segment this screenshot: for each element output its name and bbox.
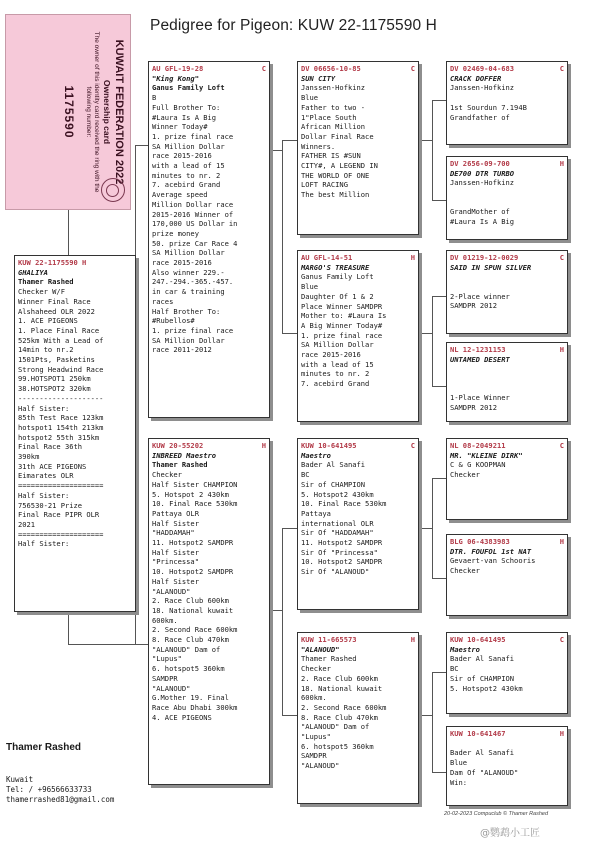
pigeon-name [450,739,564,749]
ring-number [450,635,564,645]
pedigree-box-sire-dam [297,250,419,422]
pedigree-line: #Rubellos# [152,316,195,326]
ring-sex: H [559,729,564,738]
ring-sex: C [559,253,564,262]
ring-number [450,159,564,169]
pedigree-line: 390km [18,452,40,462]
pedigree-line: GrandMother of [450,207,510,217]
ownership-card [5,14,131,210]
pedigree-line: Bader Al Sanafi [450,748,515,758]
ring-id: NL 08-2049211 [450,441,506,450]
ring-number [450,729,564,739]
pedigree-line: 2021 [18,519,36,529]
pedigree-line: 525km With a Lead of [18,335,104,345]
pedigree-line: 38.HOTSPOT2 320km [18,384,91,394]
ring-id: DV 02469-04-683 [450,64,515,73]
pigeon-name: SUN CITY [301,73,336,83]
ring-sex: H [559,537,564,546]
pedigree-line: Pattaya [301,508,331,518]
pedigree-line: 1501Pts, Pasketins [18,355,95,365]
pedigree-box-sss [446,61,568,145]
pedigree-line: SAMDPR 2012 [450,403,497,413]
pedigree-line: Winner Final Race [18,296,91,306]
pedigree-box-sdd [446,342,568,422]
pedigree-box-dam-dam [297,632,419,804]
pedigree-line [450,272,564,282]
pedigree-line: Dollar Final Race [301,131,374,141]
ring-id: AU GFL-14-51 [301,253,353,262]
pigeon-name: SAID IN SPUN SILVER [450,262,532,272]
pedigree-line: race 2015-2016 [301,350,361,360]
pedigree-line: 600km. [301,693,327,703]
pigeon-name: CRACK DOFFER [450,73,502,83]
ring-number [450,345,564,355]
pedigree-line: 10. Final Race 530km [152,499,238,509]
pedigree-line: Mother to: #Laura Is [301,311,387,321]
pigeon-name: "ALANOUD" [301,644,340,654]
ring-id: NL 12-1231153 [450,345,506,354]
pedigree-line: C & G KOOPMAN [450,460,506,470]
pedigree-line: ==================== [18,529,104,539]
pedigree-box-sire-sire [297,61,419,235]
pedigree-line: ==================== [18,481,104,491]
card-federation: KUWAIT FEDERATION 2022 [113,39,125,185]
pedigree-line: Race Abu Dhabi 300km [152,702,238,712]
pedigree-line: 5. Hotspot 2 430km [152,489,229,499]
pedigree-line: Final Race PIPR OLR [18,510,100,520]
pedigree-line: 14min to nr.2 [18,345,74,355]
pedigree-line: race 2015-2016 [152,151,212,161]
card-ring-number: 1175590 [62,85,76,139]
pedigree-line [450,93,564,103]
ring-number [450,253,564,263]
pedigree-line: minutes to nr. 2 [301,369,370,379]
pedigree-line: Sir of CHAMPION [301,479,366,489]
pedigree-line: race 2015-2016 [152,258,212,268]
pedigree-line: CITY#, A LEGEND IN [301,161,378,171]
pedigree-line: 5. Hotspot2 430km [450,683,523,693]
pedigree-line: Alshaheed OLR 2022 [18,306,95,316]
ring-id: AU GFL-19-28 [152,64,204,73]
pedigree-line: SAMDPR [152,673,178,683]
pedigree-box-ssd [446,156,568,240]
ring-id: KUW 22-1175590 H [18,258,87,267]
pedigree-line: 1. prize final race [152,325,234,335]
pedigree-box-dds [446,632,568,714]
pedigree-line: BC [301,470,310,480]
pedigree-line: Half Sister [152,547,199,557]
ring-sex: H [559,345,564,354]
card-note: The owner of this identity card received the ring with the following number: [85,31,100,193]
pedigree-line: 1-Place Winner [450,393,510,403]
pedigree-line: international OLR [301,518,374,528]
owner-tel: Tel: / +96566633733 [6,785,92,794]
pedigree-line: SA Million Dollar [152,335,225,345]
pedigree-line: Father to two - [301,102,366,112]
pedigree-line: minutes to nr. 2 [152,170,221,180]
pedigree-line: race 2011-2012 [152,345,212,355]
pigeon-name: MR. "KLEINE DIRK" [450,450,523,460]
pedigree-line: "ALANOUD" [301,761,340,771]
pigeon-name: Maestro [450,644,480,654]
pedigree-line: races [152,296,174,306]
pedigree-line: "Lupus" [301,732,331,742]
ring-number [450,64,564,74]
pedigree-line: Thamer Rashed [301,654,357,664]
pedigree-line: Half Sister [152,576,199,586]
pedigree-line: Blue [301,282,319,292]
ring-number [301,635,415,645]
pedigree-line: 7. acebird Grand [152,180,221,190]
pedigree-line: G.Mother 19. Final [152,693,229,703]
footer-credit: 20-02-2023 Compuclub © Thamer Rashed [444,811,549,817]
pedigree-line: 2. Second Race 600km [301,702,387,712]
pedigree-line: 170,000 US Dollar in [152,219,238,229]
pedigree-line: BC [450,664,459,674]
pedigree-line: 4. ACE PIGEONS [152,712,212,722]
pedigree-line: #Laura Is A Big [152,112,217,122]
pedigree-line: 2. Race Club 600km [152,596,229,606]
pedigree-line: SA Million Dollar [152,248,225,258]
pedigree-line: 600km. [152,615,178,625]
pedigree-line: 1"Place South [301,112,357,122]
pedigree-line: prize money [152,228,199,238]
ring-number [301,441,415,451]
pedigree-line: B [152,93,157,103]
pedigree-line: Sir Of "Princessa" [301,547,378,557]
pigeon-name: DE700 DTR TURBO [450,168,515,178]
pedigree-line: Also winner 229.- [152,267,225,277]
owner-name: Thamer Rashed [6,742,82,753]
owner-block [6,742,114,805]
pedigree-line: Checker [450,566,480,576]
pedigree-line: with a lead of 15 [301,359,374,369]
pedigree-line: "Princessa" [152,557,199,567]
pedigree-line: THE WORLD OF ONE [301,170,370,180]
pedigree-line: Sir Of "ALANOUD" [301,567,370,577]
ring-number [301,253,415,263]
ring-number [152,64,266,74]
pedigree-line: in car & training [152,287,225,297]
pedigree-line: 99.HOTSPOT1 250km [18,374,91,384]
ring-number [18,258,132,268]
pedigree-line: Blue [450,758,468,768]
pedigree-line: Checker [152,470,182,480]
pedigree-box-dam [148,438,270,785]
pedigree-line: 1. prize final race [152,131,234,141]
ring-id: DV 01219-12-0029 [450,253,519,262]
pedigree-line: African Million [301,122,366,132]
pedigree-line: "ALANOUD" Dam of [152,644,221,654]
pigeon-name: DTR. FOUFOL 1st NAT [450,546,532,556]
pedigree-line: 1st Sourdun 7.194B [450,102,527,112]
pedigree-line: 756530-21 Prize [18,500,83,510]
pedigree-line: Final Race 36th [18,442,83,452]
pedigree-line: Sir Of "HADDAMAH" [301,528,374,538]
ring-id: KUW 10-641467 [450,729,506,738]
pedigree-line: Eimarates OLR [18,471,74,481]
ring-sex: C [261,64,266,73]
pedigree-line: Checker [450,470,480,480]
ring-number [301,64,415,74]
pedigree-line [450,188,564,198]
pedigree-line: 1. Place Final Race [18,325,100,335]
ring-id: KUW 20-55202 [152,441,204,450]
pedigree-line: Strong Headwind Race [18,364,104,374]
pigeon-name: MARGO'S TREASURE [301,262,370,272]
ring-id: DV 06656-10-85 [301,64,361,73]
pedigree-line: Gevaert-van Schooris [450,556,536,566]
pedigree-line: with a lead of 15 [152,161,225,171]
pedigree-line: "ALANOUD" [152,683,191,693]
pedigree-line: Bader Al Sanafi [301,460,366,470]
pedigree-line [450,384,564,394]
pigeon-name: Maestro [301,450,331,460]
ring-sex: C [410,64,415,73]
pedigree-line: Dam Of "ALANOUD" [450,767,519,777]
ring-sex: C [559,635,564,644]
pedigree-line [450,364,564,374]
pedigree-line: 1. ACE PIGEONS [18,316,78,326]
pedigree-line: hotspot2 55th 315km [18,432,100,442]
ring-id: KUW 10-641495 [450,635,506,644]
pedigree-line: 8. Race Club 470km [152,635,229,645]
pedigree-line: FATHER IS #SUN [301,151,361,161]
pigeon-name: UNTAMED DESERT [450,354,510,364]
pedigree-line: Ganus Family Loft [152,83,225,93]
pedigree-line: 11. Hotspot2 SAMDPR [152,538,234,548]
pedigree-line: Checker W/F [18,287,65,297]
pedigree-line: Million Dollar race [152,199,234,209]
pedigree-line: 18. National kuwait [152,605,234,615]
pedigree-line: 2. Race Club 600km [301,673,378,683]
owner-country: Kuwait [6,775,34,784]
pedigree-line: 50. prize Car Race 4 [152,238,238,248]
pedigree-line: Average speed [152,190,208,200]
pedigree-line: A Big Winner Today# [301,320,383,330]
pedigree-box-ddd [446,726,568,806]
pedigree-line: 18. National kuwait [301,683,383,693]
ring-id: DV 2656-09-700 [450,159,510,168]
pedigree-line: Half Sister CHAMPION [152,479,238,489]
pedigree-line: 2. Second Race 600km [152,625,238,635]
pedigree-line: 10. Hotspot2 SAMDPR [301,557,383,567]
pedigree-line: Janssen-Hofkinz [450,178,515,188]
pedigree-line: Checker [301,664,331,674]
ring-id: KUW 11-665573 [301,635,357,644]
pedigree-line: Thamer Rashed [18,277,74,287]
pigeon-name: INBREED Maestro [152,450,217,460]
pedigree-line: Half Sister: [18,539,70,549]
ring-number [450,441,564,451]
pedigree-box-dss [446,438,568,520]
pedigree-line: Daughter Of 1 & 2 [301,291,374,301]
page-title: Pedigree for Pigeon: KUW 22-1175590 H [150,17,437,34]
pedigree-line: LOFT RACING [301,180,348,190]
card-ownership-label: Ownership card [102,79,112,145]
ring-sex: H [559,159,564,168]
pedigree-line: 2-Place winner [450,291,510,301]
pedigree-line: Ganus Family Loft [301,272,374,282]
pedigree-line: Half Sister: [18,490,70,500]
pedigree-line: Pattaya OLR [152,508,199,518]
pedigree-line: 11. Hotspot2 SAMDPR [301,538,383,548]
pedigree-line: Place Winner SAMDPR [301,301,383,311]
pedigree-line: The best Million [301,190,370,200]
pedigree-line: SA Million Dollar [301,340,374,350]
ring-sex: C [559,64,564,73]
pedigree-line: 247.-294.-365.-457. [152,277,234,287]
pedigree-line: "ALANOUD" [152,586,191,596]
pedigree-line: Janssen-Hofkinz [301,83,366,93]
pedigree-line: 6. hotspot5 360km [152,664,225,674]
pedigree-line: Thamer Rashed [152,460,208,470]
pedigree-line: 6. hotspot5 360km [301,741,374,751]
pedigree-line: 8. Race Club 470km [301,712,378,722]
ring-number [152,441,266,451]
ring-sex: C [410,441,415,450]
pedigree-line: Winner Today# [152,122,208,132]
pedigree-line: SA Million Dollar [152,141,225,151]
pedigree-line: 85th Test Race 123km [18,413,104,423]
owner-email: thamerrashed81@gmail.com [6,795,115,804]
pedigree-line: 10. Hotspot2 SAMDPR [152,567,234,577]
pedigree-box-dsd [446,534,568,616]
pedigree-line [450,198,564,208]
pedigree-box-sire [148,61,270,418]
watermark: @鹦鹉小工匠 [480,828,540,839]
ring-sex: H [261,441,266,450]
pedigree-line: Half Sister [152,518,199,528]
pedigree-line: 5. Hotspot2 430km [301,489,374,499]
pedigree-line: Win: [450,777,468,787]
pedigree-line: Grandfather of [450,112,510,122]
pedigree-line: #Laura Is A Big [450,217,515,227]
pedigree-line: SAMDPR [301,751,327,761]
pedigree-line: hotspot1 154th 213km [18,422,104,432]
pedigree-line: "HADDAMAH" [152,528,195,538]
pedigree-line: Half Brother To: [152,306,221,316]
pedigree-line [450,282,564,292]
pedigree-line: Sir of CHAMPION [450,673,515,683]
ring-id: BLG 06-4383983 [450,537,510,546]
pedigree-line [450,374,564,384]
pigeon-name: GHALIYA [18,267,48,277]
pedigree-line: 10. Final Race 530km [301,499,387,509]
pedigree-line: 31th ACE PIGEONS [18,461,87,471]
pedigree-line: Winners. [301,141,336,151]
ring-sex: C [559,441,564,450]
ring-sex: H [410,635,415,644]
pedigree-line: Half Sister: [18,403,70,413]
pedigree-box-sds [446,250,568,334]
pedigree-box-subject [14,255,136,612]
federation-logo-icon [101,178,125,202]
pedigree-line: 7. acebird Grand [301,379,370,389]
pedigree-line: SAMDPR 2012 [450,301,497,311]
pedigree-line: Blue [301,93,319,103]
pedigree-line: "ALANOUD" Dam of [301,722,370,732]
pedigree-line: -------------------- [18,393,104,403]
pedigree-line: Bader Al Sanafi [450,654,515,664]
pedigree-box-dam-sire [297,438,419,610]
ring-id: KUW 10-641495 [301,441,357,450]
ring-number [450,537,564,547]
pedigree-line: Janssen-Hofkinz [450,83,515,93]
pedigree-line: 2015-2016 Winner of [152,209,234,219]
ring-sex: H [410,253,415,262]
pedigree-line: 1. prize final race [301,330,383,340]
pedigree-line: Full Brother To: [152,102,221,112]
pedigree-line: "Lupus" [152,654,182,664]
pigeon-name: "King Kong" [152,73,199,83]
